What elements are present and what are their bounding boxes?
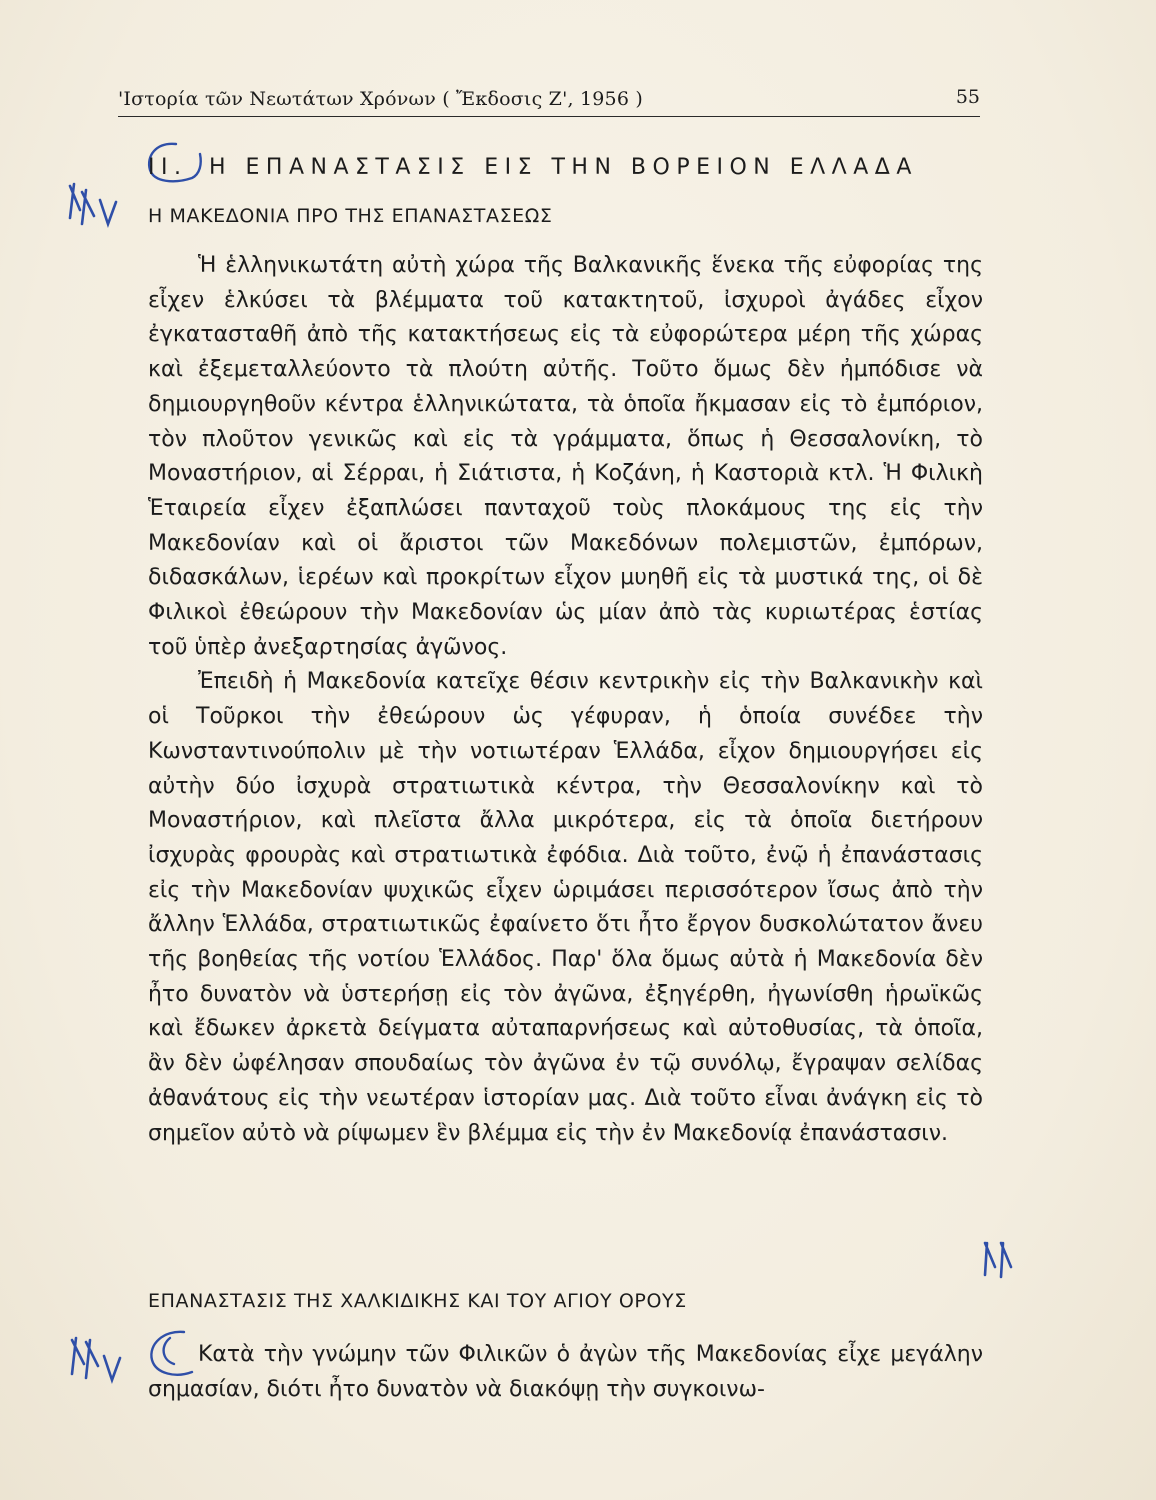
section-body-chalkidiki (148, 1338, 983, 1407)
handwritten-margin-mark-bottom (60, 1330, 130, 1390)
paragraph: Ἐπειδὴ ἡ Μακεδονία κατεῖχε θέσιν κεντρικὴν εἰς τὴν Βαλκανικὴν καὶ οἱ Τοῦρκοι τὴν ἐθεώρουν ὡς γέφυραν, ἡ ὁποία συνέδεε τὴν Κωνσταντινούπολιν μὲ τὴν νοτιωτέραν Ἑλλάδα, εἶχον δημιουργήσει εἰς αὐτὴν δύο ἰσχυρὰ στρατιωτικὰ κέντρα, τὴν Θεσσαλονίκην καὶ τὸ Μοναστήριον, καὶ πλεῖστα ἄλλα μικρότερα, εἰς τὰ ὁποῖα διετήρουν ἰσχυρὰς φρουρὰς καὶ στρατιωτικὰ ἐφόδια. Διὰ τοῦτο, ἐνῷ ἡ ἐπανάστασις εἰς τὴν Μακεδονίαν ψυχικῶς εἶχεν ὡριμάσει περισσότερον ἴσως ἀπὸ τὴν ἄλλην Ἑλλάδα, στρατιωτικῶς ἐφαίνετο ὅτι ἦτο ἔργον δυσκολώτατον ἄνευ τῆς βοηθείας τῆς νοτίου Ἑλλάδος. Παρ' ὅλα ὅμως αὐτὰ ἡ Μακεδονία δὲν ἦτο δυνατὸν νὰ ὑστερήσῃ εἰς τὸν ἀγῶνα, ἐξηγέρθη, ἠγωνίσθη ἡρωϊκῶς καὶ ἔδωκεν ἀρκετὰ δείγματα αὐταπαρνήσεως καὶ αὐτοθυσίας, τὰ ὁποῖα, ἂν δὲν ὠφέλησαν σπουδαίως τὸν ἀγῶνα ἐν τῷ συνόλῳ, ἔγραψαν σελίδας ἀθανάτους εἰς τὴν νεωτέραν ἱστορίαν μας. Διὰ τοῦτο εἶναι ἀνάγκη εἰς τὸ σημεῖον αὐτὸ νὰ ρίψωμεν ἓν βλέμμα εἰς τὴν ἐν Μακεδονίᾳ ἐπανάστασιν. (148, 669, 983, 1146)
chapter-heading (148, 155, 918, 180)
running-header (118, 84, 980, 117)
paragraph: Ἡ ἑλληνικωτάτη αὐτὴ χώρα τῆς Βαλκανικῆς ἕνεκα τῆς εὐφορίας της εἶχεν ἑλκύσει τὰ βλέμματα τοῦ κατακτητοῦ, ἰσχυροὶ ἀγάδες εἶχον ἐγκατασταθῆ ἀπὸ τῆς κατακτήσεως εἰς τὰ εὐφορώτερα μέρη τῆς χώρας καὶ ἐξεμεταλλεύοντο τὰ πλούτη αὐτῆς. Τοῦτο ὅμως δὲν ἠμπόδισε νὰ δημιουργηθοῦν κέντρα ἑλληνικώτατα, τὰ ὁποῖα ἤκμασαν εἰς τὸ ἐμπόριον, τὸν πλοῦτον γενικῶς καὶ εἰς τὰ γράμματα, ὅπως ἡ Θεσσαλονίκη, τὸ Μοναστήριον, αἱ Σέρραι, ἡ Σιάτιστα, ἡ Κοζάνη, ἡ Καστοριὰ κτλ. Ἡ Φιλικὴ Ἑταιρεία εἶχεν ἐξαπλώσει πανταχοῦ τοὺς πλοκάμους της εἰς τὴν Μακεδονίαν καὶ οἱ ἄριστοι τῶν Μακεδόνων πολεμιστῶν, ἐμπόρων, διδασκάλων, ἱερέων καὶ προκρίτων εἶχον μυηθῆ εἰς τὰ μυστικά της, οἱ δὲ Φιλικοὶ ἐθεώρουν τὴν Μακεδονίαν ὡς μίαν ἀπὸ τὰς κυριωτέρας ἑστίας τοῦ ὑπὲρ ἀνεξαρτησίας ἀγῶνος. (148, 253, 983, 660)
handwritten-margin-mark-right (975, 1235, 1035, 1285)
paragraph: Κατὰ τὴν γνώμην τῶν Φιλικῶν ὁ ἀγὼν τῆς Μακεδονίας εἶχε μεγάλην σημασίαν, διότι ἦτο δυνατὸν νὰ διακόψῃ τὴν συγκοινω- (148, 1342, 983, 1402)
chapter-title: Η ΕΠΑΝΑΣΤΑΣΙΣ ΕΙΣ ΤΗΝ ΒΟΡΕΙΟΝ ΕΛΛΑΔΑ (208, 155, 918, 180)
handwritten-margin-mark-top (60, 170, 130, 240)
section-heading-macedonia: Η ΜΑΚΕΔΟΝΙΑ ΠΡΟ ΤΗΣ ΕΠΑΝΑΣΤΑΣΕΩΣ (148, 205, 553, 227)
running-title: 'Ιστορία τῶν Νεωτάτων Χρόνων ( Ἔκδοσις Ζ', 1956 ) (118, 88, 643, 110)
section-body-macedonia (148, 249, 983, 1151)
page-number: 55 (955, 86, 980, 108)
section-heading-chalkidiki: ΕΠΑΝΑΣΤΑΣΙΣ ΤΗΣ ΧΑΛΚΙΔΙΚΗΣ ΚΑΙ ΤΟΥ ΑΓΙΟΥ ΟΡΟΥΣ (148, 1290, 687, 1312)
chapter-number: II. (148, 155, 188, 180)
